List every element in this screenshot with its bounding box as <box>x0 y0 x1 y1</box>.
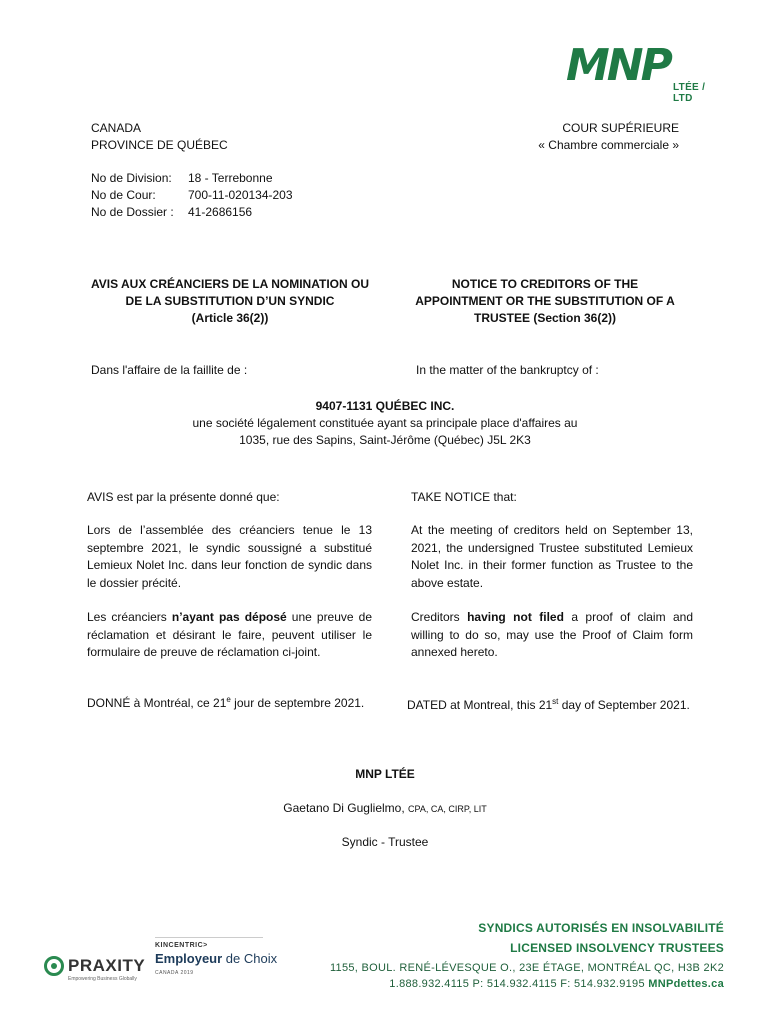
dated-en-pre: DATED at Montreal, this 21 <box>407 698 553 712</box>
paragraph-1-fr: Lors de l’assemblée des créanciers tenue le 13 septembre 2021, le syndic soussigné a substitué Lemieux Nolet Inc. dans leur fonction de syndic dans le dossier précité. <box>87 523 372 590</box>
footer-website: MNPdettes.ca <box>648 978 724 990</box>
paragraph-2-fr-pre: Les créanciers <box>87 610 172 624</box>
title-fr-line1: AVIS AUX CRÉANCIERS DE LA NOMINATION OU <box>90 277 369 291</box>
case-court <box>91 187 293 204</box>
footer-phones: 1.888.932.4115 P: 514.932.4115 F: 514.932.9195 <box>389 978 645 990</box>
signature-firm: MNP LTÉE <box>355 767 415 781</box>
debtor-name: 9407-1131 QUÉBEC INC. <box>315 399 455 413</box>
paragraph-2-fr-bold: n’ayant pas déposé <box>171 610 287 624</box>
title-en-line3: TRUSTEE (Section 36(2)) <box>473 311 617 325</box>
paragraph-2-en-pre: Creditors <box>411 610 468 624</box>
case-info <box>91 170 293 221</box>
header-court: COUR SUPÉRIEURE <box>562 121 679 135</box>
paragraph-2-en <box>411 609 693 662</box>
notice-en: TAKE NOTICE that: <box>411 490 517 504</box>
mnp-logo <box>566 40 726 104</box>
kincentric-award-bold: Employeur <box>155 951 223 966</box>
footer-trustees <box>330 920 724 992</box>
logo-suffix: LTÉE / LTD <box>673 82 706 104</box>
debtor-address: 1035, rue des Sapins, Saint-Jérôme (Québec) J5L 2K3 <box>239 433 531 447</box>
header-chamber: « Chambre commerciale » <box>538 138 679 152</box>
signature-role: Syndic - Trustee <box>341 835 429 849</box>
title-en-line2: APPOINTMENT OR THE SUBSTITUTION OF A <box>415 294 675 308</box>
praxity-logo <box>44 954 154 984</box>
dated-fr <box>87 695 372 713</box>
footer-line-en: LICENSED INSOLVENCY TRUSTEES <box>510 941 724 955</box>
paragraph-2-fr-post: une preuve de réclamation et désirant le faire, peuvent utiliser le formulaire de preuve de réclamation ci-joint. <box>87 610 373 659</box>
case-file-label: No de Dossier : <box>91 205 174 219</box>
case-file <box>91 204 293 221</box>
title-en <box>395 276 695 327</box>
dated-fr-sup: e <box>226 695 231 704</box>
paragraph-2-fr <box>87 609 372 662</box>
dated-en-post: day of September 2021. <box>558 698 690 712</box>
paragraph-1-en: At the meeting of creditors held on September 13, 2021, the undersigned Trustee substituted Lemieux Nolet Inc. in their former function as Trustee to the above estate. <box>411 523 693 590</box>
case-division-label: No de Division: <box>91 171 172 185</box>
case-court-label: No de Cour: <box>91 188 156 202</box>
paragraph-2-en-post: a proof of claim and willing to do so, may use the Proof of Claim form annexed hereto. <box>411 610 693 659</box>
signature-name-line <box>80 800 690 818</box>
header-country: CANADA <box>91 121 142 135</box>
kincentric-year: CANADA 2019 <box>155 970 194 976</box>
praxity-tagline: Empowering Business Globally <box>68 976 137 982</box>
praxity-name: PRAXITY <box>68 956 146 975</box>
dated-en-sup: st <box>552 697 559 706</box>
matter-en: In the matter of the bankruptcy of : <box>416 363 599 377</box>
kincentric-badge <box>155 940 278 990</box>
debtor-block <box>80 398 690 449</box>
header-province: PROVINCE DE QUÉBEC <box>91 138 228 152</box>
title-en-line1: NOTICE TO CREDITORS OF THE <box>451 277 639 291</box>
matter-fr: Dans l'affaire de la faillite de : <box>91 363 248 377</box>
signature-name: Gaetano Di Guglielmo, <box>283 801 405 815</box>
case-court-value: 700-11-020134-203 <box>188 188 293 202</box>
signature-credentials: CPA, CA, CIRP, LIT <box>408 804 487 814</box>
case-file-value: 41-2686156 <box>188 205 253 219</box>
footer-contact <box>330 976 724 992</box>
paragraph-2-en-bold: having not filed <box>467 610 564 624</box>
dated-en <box>407 697 693 715</box>
kincentric-brand: KINCENTRIC> <box>155 942 208 949</box>
praxity-globe-icon <box>44 956 64 976</box>
title-fr-line2: DE LA SUBSTITUTION D’UN SYNDIC <box>125 294 335 308</box>
debtor-description: une société légalement constituée ayant sa principale place d'affaires au <box>192 416 578 430</box>
kincentric-award <box>155 951 278 966</box>
kincentric-divider <box>155 937 263 938</box>
logo-text: MNP <box>566 40 670 91</box>
notice-fr: AVIS est par la présente donné que: <box>87 490 280 504</box>
title-fr-line3: (Article 36(2)) <box>191 311 269 325</box>
dated-fr-pre: DONNÉ à Montréal, ce 21 <box>87 696 227 710</box>
kincentric-award-rest: de Choix <box>222 951 278 966</box>
title-fr <box>80 276 380 327</box>
dated-fr-post: jour de septembre 2021. <box>230 696 365 710</box>
footer-address: 1155, BOUL. RENÉ-LÉVESQUE O., 23E ÉTAGE, MONTRÉAL QC, H3B 2K2 <box>329 962 724 974</box>
footer-line-fr: SYNDICS AUTORISÉS EN INSOLVABILITÉ <box>478 921 724 935</box>
case-division-value: 18 - Terrebonne <box>188 171 273 185</box>
case-division <box>91 170 293 187</box>
